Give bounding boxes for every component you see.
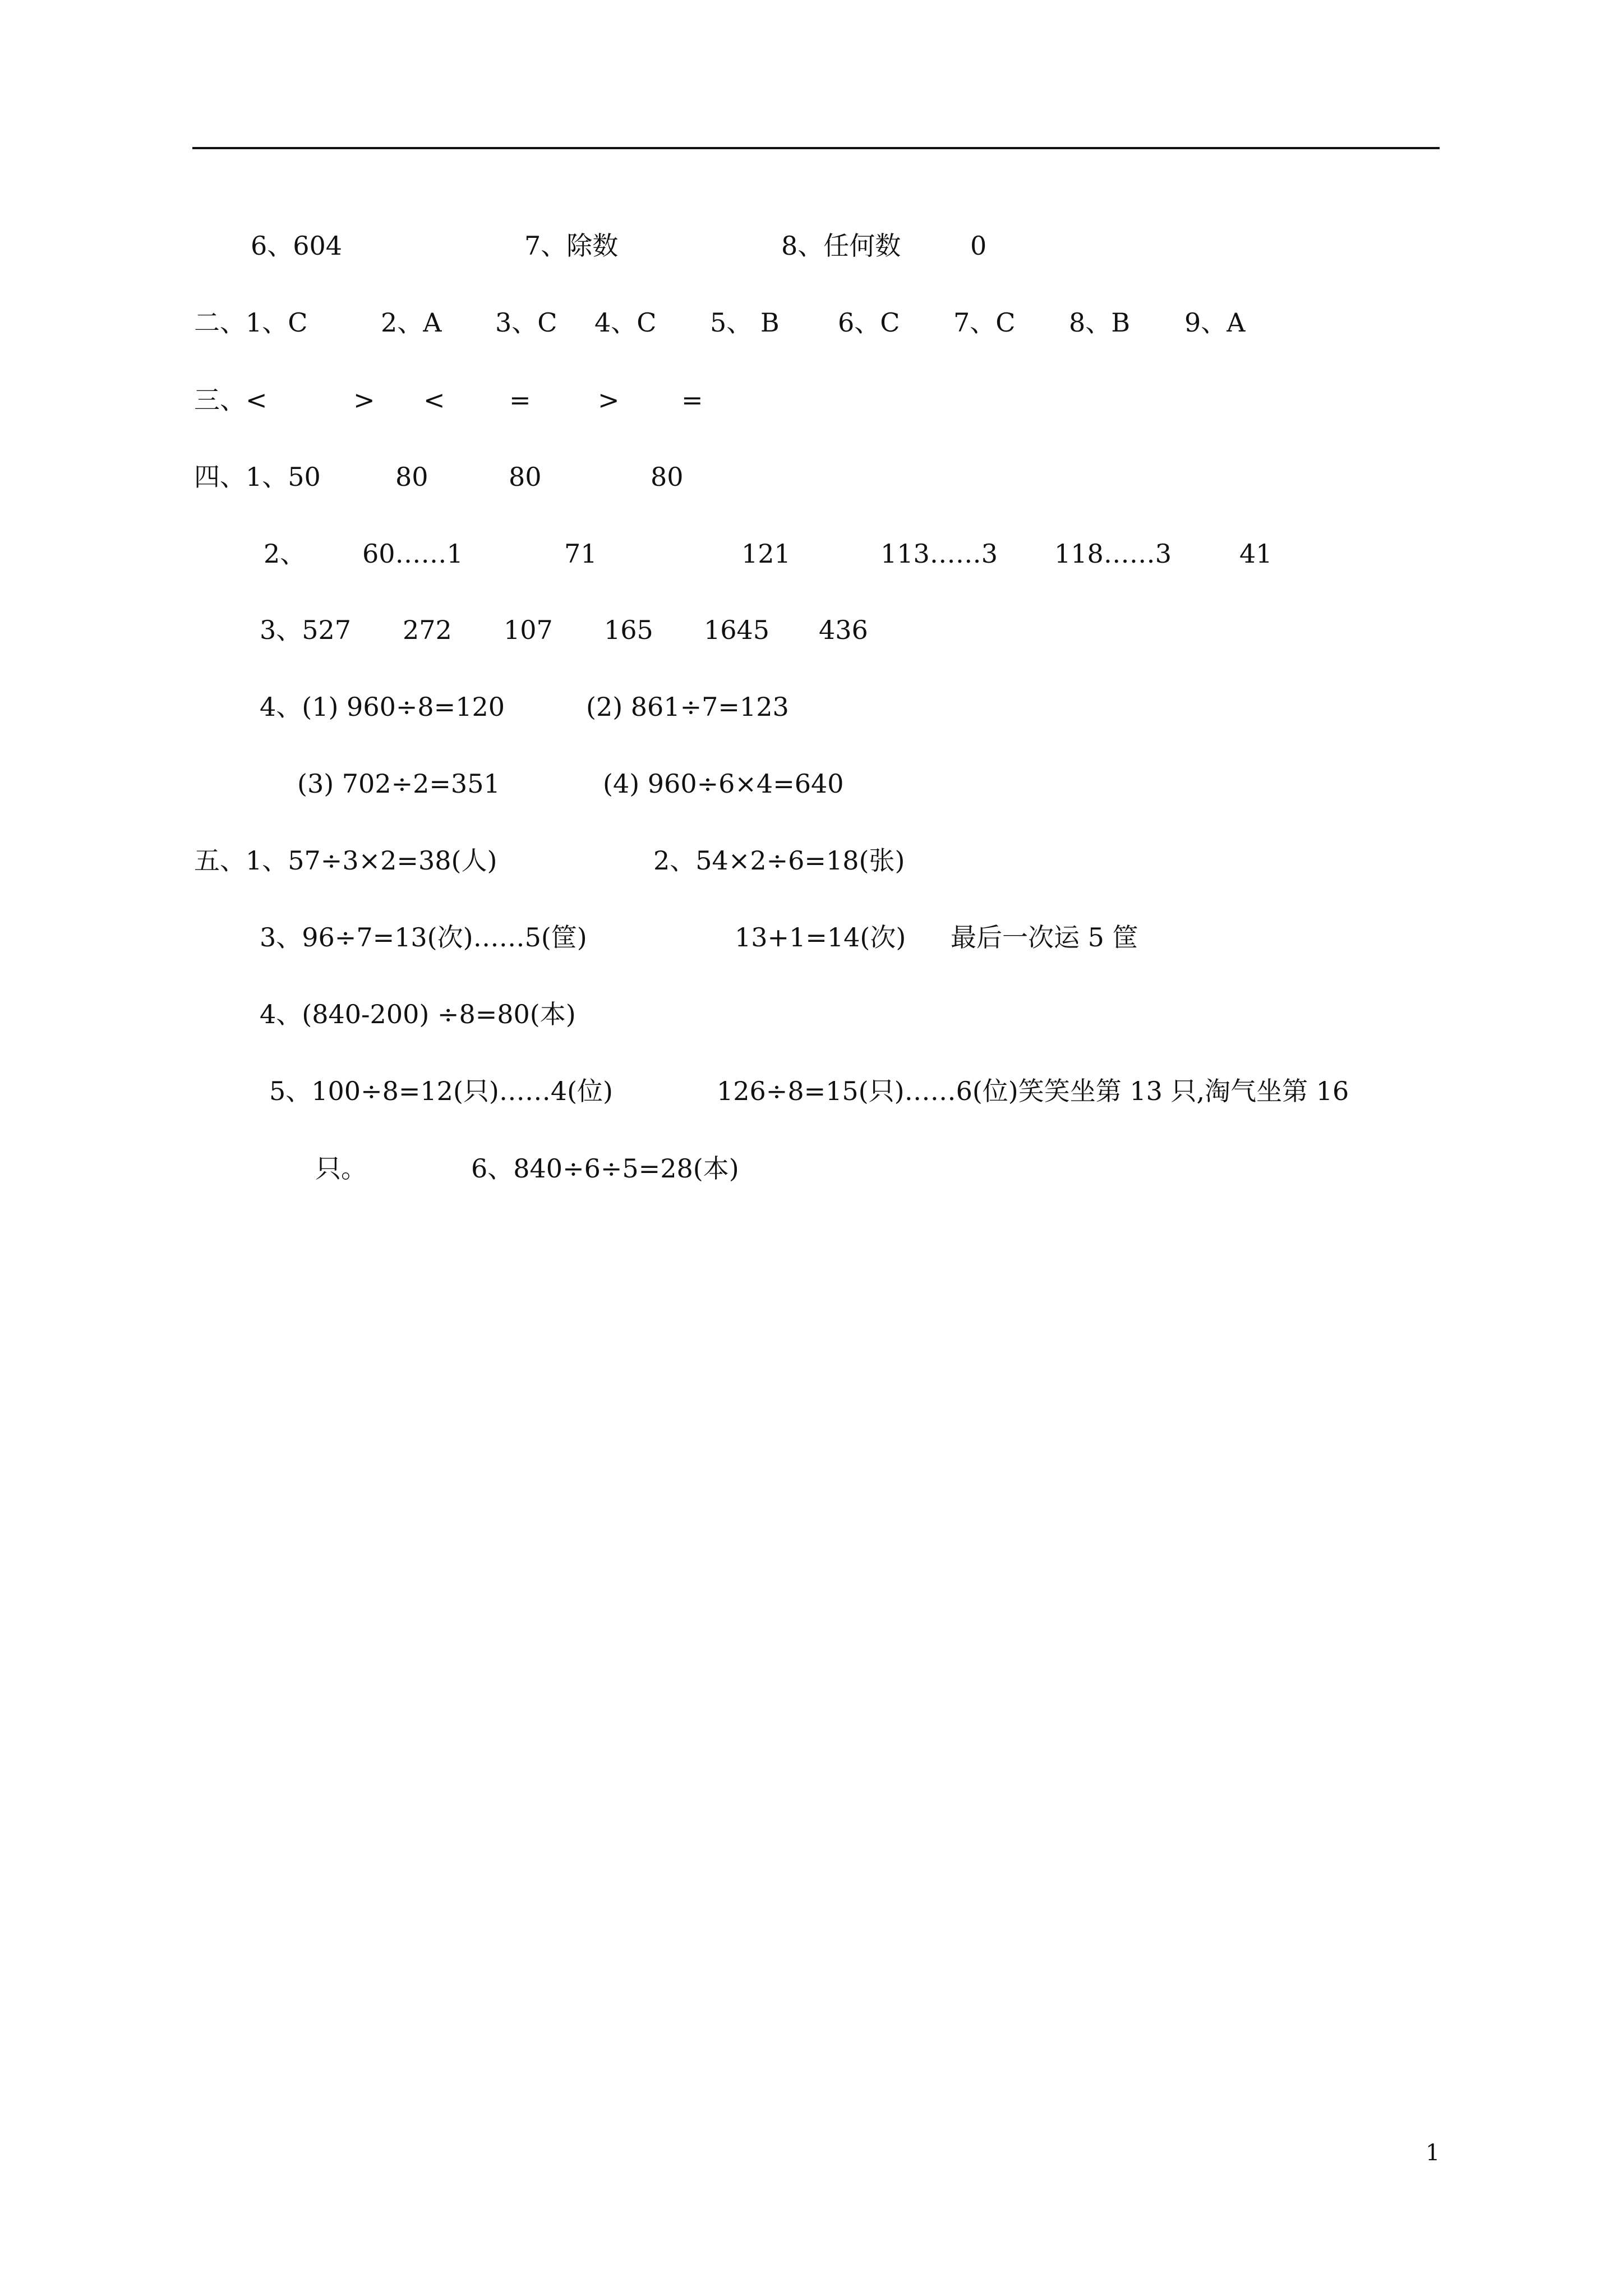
answer-2-8: 8、B [1069,307,1131,338]
answer-5-5-c: 只。 [315,1153,367,1184]
answer-2-1: 二、1、C [194,307,308,338]
answer-2-2: 2、A [381,307,442,338]
answer-4-3-d: 165 [604,615,653,645]
answer-4-1: 四、1、50 [194,462,321,492]
answer-4-2-b: 60……1 [362,539,463,569]
answer-4-2-d: 121 [741,539,791,569]
answer-2-9: 9、A [1184,307,1246,338]
answer-3-6: = [681,385,703,415]
answer-4-2-f: 118……3 [1054,539,1172,569]
answer-4-1-b: 80 [395,462,428,492]
answer-2-3: 3、C [495,307,557,338]
answer-4-4-3: (3) 702÷2=351 [297,769,500,799]
answer-3-2: > [353,385,375,415]
answer-4-2-c: 71 [564,539,597,569]
answer-2-5: 5、 B [710,307,780,338]
answer-4-3-b: 272 [403,615,452,645]
answer-1-7: 7、除数 [524,231,619,261]
answer-4-2-e: 113……3 [880,539,998,569]
answer-1-8: 8、任何数 [781,231,901,261]
answer-3-3: < [423,385,445,415]
answer-5-4: 4、(840-200) ÷8=80(本) [260,999,576,1029]
answer-3-4: = [509,385,531,415]
answer-5-3-c: 最后一次运 5 筐 [951,922,1138,953]
answer-1-8-b: 0 [970,231,987,261]
answer-5-6: 6、840÷6÷5=28(本) [471,1153,739,1184]
answer-2-7: 7、C [953,307,1016,338]
answer-3-1: 三、< [194,385,268,415]
answer-4-4-2: (2) 861÷7=123 [586,692,789,722]
answer-5-2: 2、54×2÷6=18(张) [653,845,905,876]
answer-4-4-4: (4) 960÷6×4=640 [603,769,844,799]
answer-4-2: 2、 [264,539,306,569]
answer-3-5: > [598,385,620,415]
page-number: 1 [1426,2140,1440,2166]
answer-4-1-c: 80 [509,462,542,492]
answer-2-4: 4、C [594,307,657,338]
answer-5-1: 五、1、57÷3×2=38(人) [194,845,497,876]
answer-4-3-e: 1645 [704,615,770,645]
answer-2-6: 6、C [838,307,900,338]
header-rule [192,147,1440,149]
answer-5-5-b: 126÷8=15(只)……6(位)笑笑坐第 13 只,淘气坐第 16 [717,1076,1349,1106]
answer-4-1-d: 80 [651,462,684,492]
answer-5-5: 5、100÷8=12(只)……4(位) [269,1076,614,1106]
answer-5-3: 3、96÷7=13(次)……5(筐) [260,922,587,953]
answer-5-3-b: 13+1=14(次) [735,922,906,953]
answer-4-3: 3、527 [260,615,352,645]
answer-4-2-g: 41 [1239,539,1272,569]
answer-4-4-1: 4、(1) 960÷8=120 [260,692,505,722]
answer-4-3-f: 436 [819,615,868,645]
answer-4-3-c: 107 [504,615,553,645]
answer-1-6: 6、604 [251,231,343,261]
